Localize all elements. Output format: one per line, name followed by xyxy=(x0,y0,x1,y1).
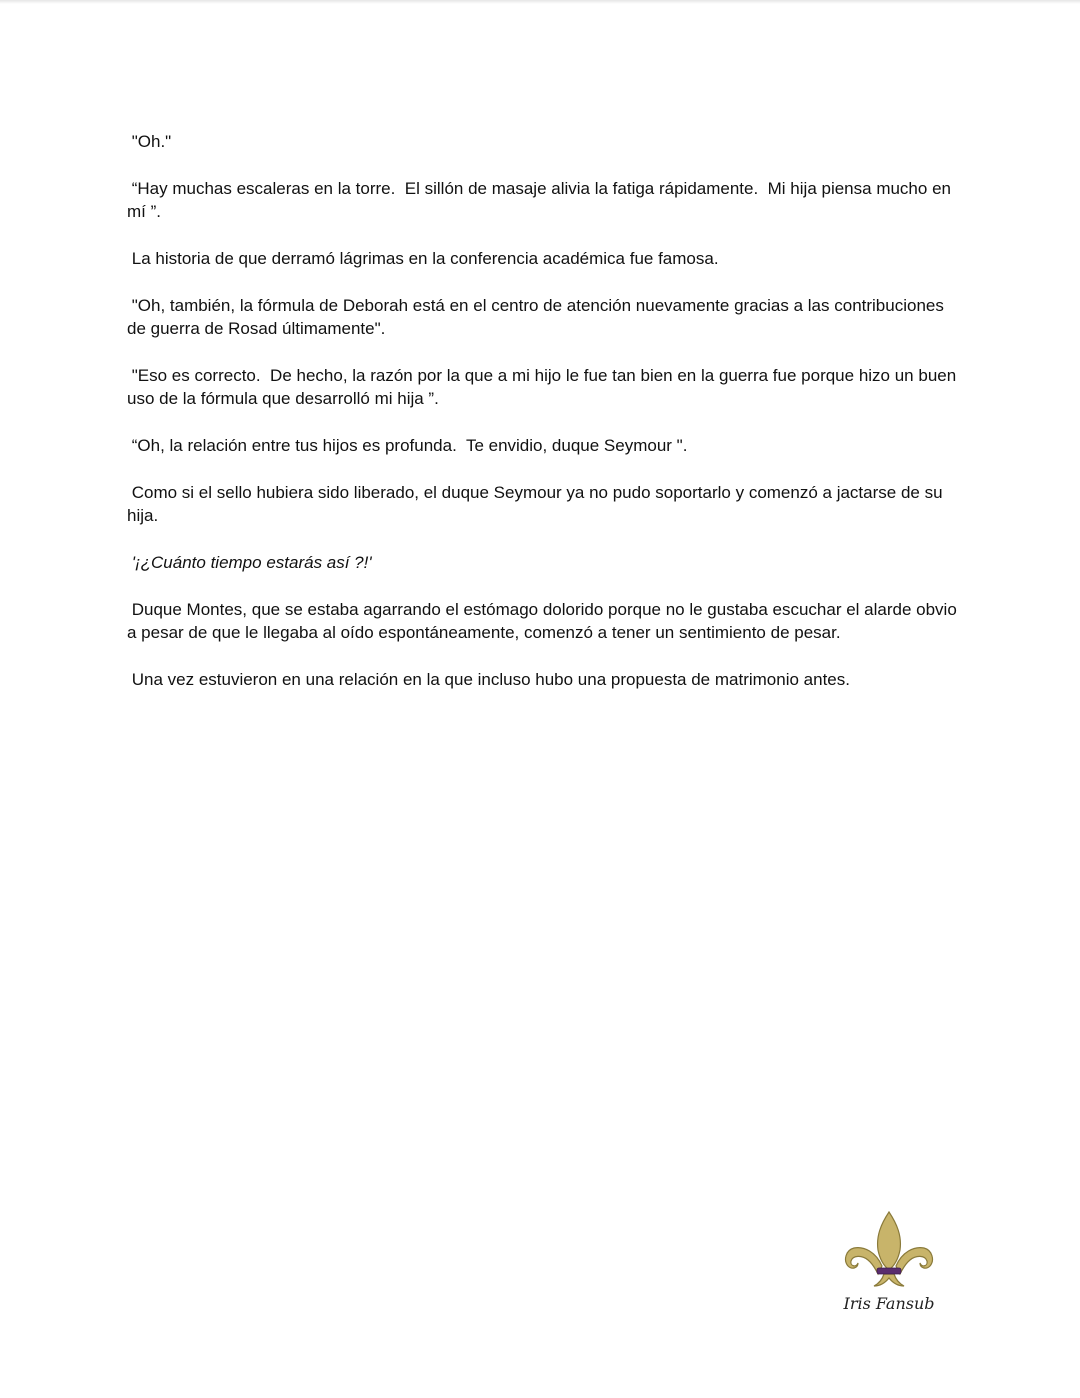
document-body xyxy=(127,130,962,715)
paragraph: Una vez estuvieron en una relación en la que incluso hubo una propuesta de matrimonio antes. xyxy=(127,670,850,689)
paragraph: "Eso es correcto. De hecho, la razón por la que a mi hijo le fue tan bien en la guerra fue porque hizo un buen uso de la fórmula que desarrolló mi hija ”. xyxy=(127,366,961,408)
paragraph: "Oh." xyxy=(127,132,172,151)
paragraph: Duque Montes, que se estaba agarrando el estómago dolorido porque no le gustaba escuchar el alarde obvio a pesar de que le llegaba al oído espontáneamente, comenzó a tener un sentimiento de pesar. xyxy=(127,600,962,642)
page-top-edge xyxy=(0,0,1080,4)
paragraph: “Oh, la relación entre tus hijos es profunda. Te envidio, duque Seymour ". xyxy=(127,436,688,455)
paragraph: La historia de que derramó lágrimas en la conferencia académica fue famosa. xyxy=(127,249,719,268)
paragraph-italic-thought: '¡¿Cuánto tiempo estarás así ?!' xyxy=(127,553,372,572)
paragraph: Como si el sello hubiera sido liberado, el duque Seymour ya no pudo soportarlo y comenzó a jactarse de su hija. xyxy=(127,483,948,525)
watermark-label: Iris Fansub xyxy=(843,1294,935,1313)
paragraph: "Oh, también, la fórmula de Deborah está en el centro de atención nuevamente gracias a las contribuciones de guerra de Rosad últimamente". xyxy=(127,296,949,338)
fleur-de-lis-icon xyxy=(838,1208,940,1294)
watermark-logo xyxy=(838,1208,940,1320)
paragraph: “Hay muchas escaleras en la torre. El sillón de masaje alivia la fatiga rápidamente. Mi hija piensa mucho en mí ”. xyxy=(127,179,956,221)
